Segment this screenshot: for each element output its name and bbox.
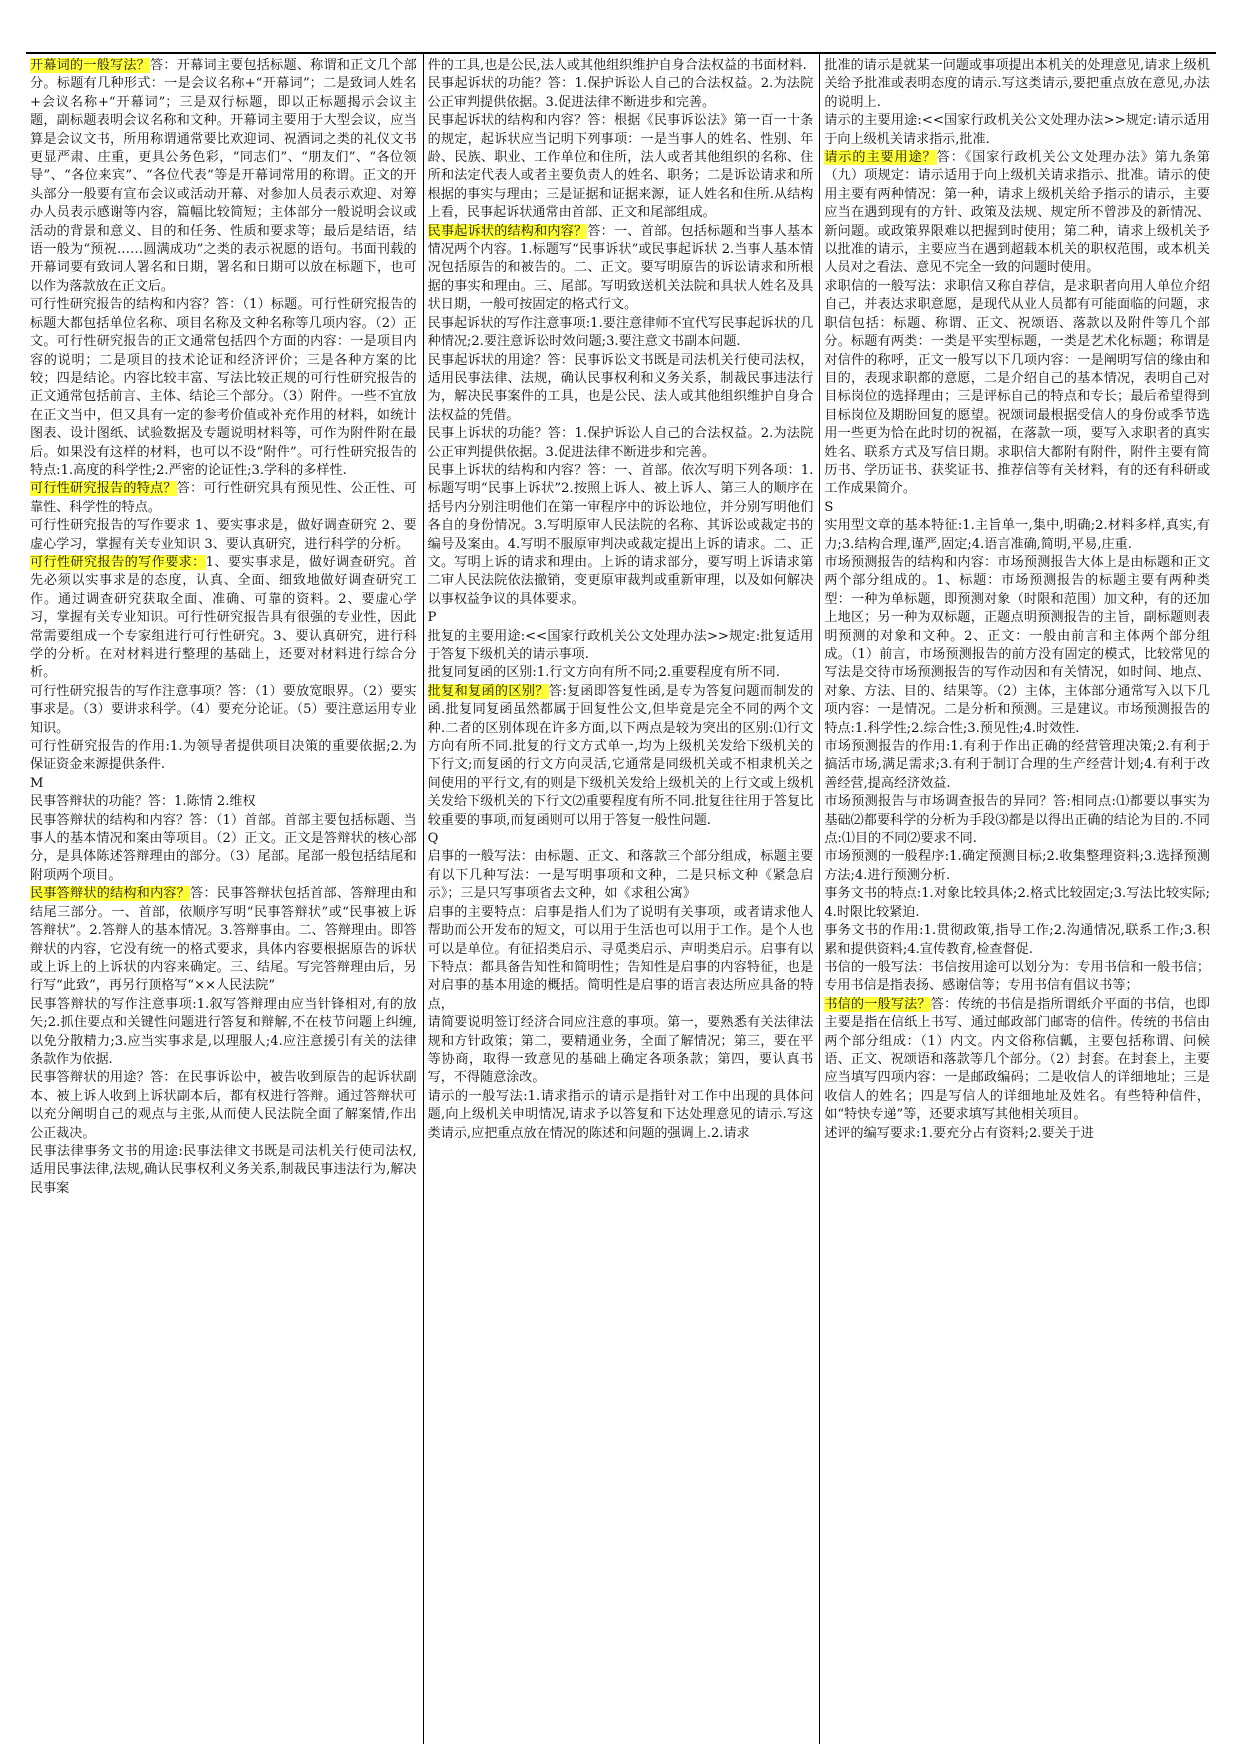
paragraph-text: 事务文书的作用:1.贯彻政策,指导工作;2.沟通情况,联系工作;3.积累和提供资料;4.宣传教育,检查督促. [824,923,1210,957]
paragraph [30,1143,417,1198]
paragraph-text: 事务文书的特点:1.对象比较具体;2.格式比较固定;3.写法比较实际;4.时限比较紧迫. [824,886,1210,920]
highlighted-question: 民事答辩状的结构和内容？ [30,886,191,902]
section-letter: Q [427,831,439,847]
paragraph [824,848,1210,885]
paragraph-text: 民事答辩状的写作注意事项:1.叙写答辩理由应当针锋相对,有的放矢;2.抓住要点和关键性问题进行答复和辩解,不在枝节问题上纠缠,以免分散精力;3.应当实事求是,以理服人;4.应注意援引有关的法律条款作为依据. [30,996,417,1067]
paragraph [30,480,417,517]
paragraph-text: 市场预测的一般程序:1.确定预测目标;2.收集整理资料;3.选择预测方法;4.进行预测分析. [824,849,1210,883]
highlighted-question: 开幕词的一般写法？ [30,58,151,73]
section-letter: M [30,775,44,791]
paragraph-text: 述评的编写要求:1.要充分占有资料;2.要关于进 [824,1125,1094,1141]
paragraph-text: 件的工具,也是公民,法人或其他组织维护自身合法权益的书面材料. [427,58,807,73]
paragraph [428,315,814,352]
paragraph-text: 批复同复函的区别:1.行文方向有所不同;2.重要程度有所不同. [427,665,780,681]
paragraph-text: 启事的一般写法：由标题、正文、和落款三个部分组成，标题主要有以下几种写法：一是写明事项和文种，二是只标文种《紧急启示》；三是只写事项省去文种，如《求租公寓》 [427,849,814,902]
column-3 [819,54,1216,1744]
paragraph [428,664,814,682]
section-letter: P [427,610,437,626]
paragraph-text: 1、要实事求是，做好调查研究。首先必须以实事求是的态度，认真、全面、细致地做好调查研究工作。通过调查研究获取全面、准确、可靠的资料。2、要虚心学习，掌握有关专业知识。可行性研究报告具有很强的专业性，因此常需要组成一个专家组进行可行性研究。3、要认真研究，进行科学的分析。在对材料进行整理的基础上，还要对材料进行综合分析。 [30,554,417,681]
paragraph-text: 民事答辩状的结构和内容？答：（1）首部。首部主要包括标题、当事人的基本情况和案由等项目。（2）正文。正文是答辩状的核心部分，是具体陈述答辩理由的部分。（3）尾部。尾部一般包括结尾和附项两个项目。 [30,812,417,883]
highlighted-question: 批复和复函的区别？ [427,683,549,699]
paragraph-text: 市场预测报告的结构和内容：市场预测报告大体上是由标题和正文两个部分组成的。1、标题：市场预测报告的标题主要有两种类型：一种为单标题，即预测对象（时限和范围）加文种，有的还加上地区；另一种为双标题，正题点明预测报告的主旨，副标题则表明预测的对象和文种。2、正文：一般由前言和主体两个部分组成。（1）前言，市场预测报告的前方没有固定的模式，比较常见的写法是交待市场预测报告的写作动因和有关情况，如时间、地点、对象、方法、目的、结果等。（2）主体，主体部分通常写入以下几项内容：一是情况。二是分析和预测。三是建议。市场预测报告的特点:1.科学性;2.综合性;3.预见性;4.时效性. [824,554,1210,736]
highlighted-question: 民事起诉状的结构和内容？ [427,223,588,239]
highlighted-question: 可行性研究报告的特点？ [30,481,177,497]
paragraph-text: 民事起诉状的用途？答：民事诉讼文书既是司法机关行使司法权，适用民事法律、法规，确认民事权利和义务关系，制裁民事违法行为，解决民事案件的工具，也是公民、法人或其他组织维护自身合法权益的凭借。 [427,352,814,423]
paragraph-text: 民事法律事务文书的用途:民事法律文书既是司法机关行使司法权,适用民事法律,法规,确认民事权利义务关系,制裁民事违法行为,解决民事案 [30,1143,417,1196]
highlighted-question: 可行性研究报告的写作要求： [30,554,206,570]
paragraph [30,885,417,995]
paragraph-text: 答：《国家行政机关公文处理办法》第九条第（九）项规定：请示适用于向上级机关请求指示、批准。请示的使用主要有两种情况：第一种，请求上级机关给予指示的请示，主要应当在遇到现有的方针、政策及法规、规定所不曾涉及的新情况、新问题。或政策界限难以把握到时使用；第二种，请求上级机关予以批准的请示，主要应当在遇到超载本机关的职权范围，或本机关人员对之看法、意见不完全一致的问题时使用。 [824,150,1210,276]
paragraph-text: 市场预测报告与市场调查报告的异同？答:相同点:⑴都要以事实为基础⑵都要科学的分析为手段⑶都是以得出正确的结论为目的.不同点:⑴目的不同⑵要求不同. [824,794,1210,847]
paragraph [824,554,1210,738]
paragraph [428,425,814,462]
paragraph-text: 可行性研究报告的作用:1.为领导者提供项目决策的重要依据;2.为保证资金来源提供条件. [30,739,417,773]
paragraph [824,738,1210,793]
column-1 [26,54,423,1744]
paragraph-text: 市场预测报告的作用:1.有利于作出正确的经营管理决策;2.有利于搞活市场,满足需求;3.有利于制订合理的生产经营计划;4.有利于改善经营,提高经济效益. [824,739,1210,791]
paragraph [30,554,417,683]
paragraph [824,922,1210,959]
section-letter: S [824,499,834,515]
paragraph [30,517,417,554]
paragraph [824,959,1210,996]
column-2 [423,54,820,1744]
paragraph [428,462,814,609]
paragraph [824,996,1210,1125]
paragraph-text: 答：传统的书信是指所谓纸介平面的书信，也即主要是指在信纸上书写、通过邮政部门邮寄的信件。传统的书信由两个部分组成：（1）内文。内文俗称信瓤，主要包括称谓、问候语、正文、祝颂语和落款等几个部分。（2）封套。在封套上，主要应当填写四项内容：一是邮政编码；二是收信人的详细地址；三是收信人的姓名；四是写信人的详细地址及姓名。有些特种信件，如“特快专递”等，还要求填写其他相关项目。 [824,996,1210,1123]
paragraph [428,904,814,1014]
paragraph [30,996,417,1070]
paragraph-text: 可行性研究报告的写作要求 1、要实事求是，做好调查研究 2、要虚心学习，掌握有关专业知识 3、要认真研究，进行科学的分析。 [30,518,417,552]
paragraph [824,793,1210,848]
paragraph [428,223,814,315]
paragraph [824,57,1210,112]
paragraph [824,885,1210,922]
paragraph-text: 批准的请示是就某一问题或事项提出本机关的处理意见,请求上级机关给予批准或表明态度的请示.写这类请示,要把重点放在意见,办法的说明上. [824,58,1210,110]
paragraph-text: 答：开幕词主要包括标题、称谓和正文几个部分。标题有几种形式：一是会议名称+“开幕词”；二是致词人姓名+会议名称+“开幕词”；三是双行标题，即以正标题揭示会议主题，副标题表明会议名称和文种。开幕词主要用于大型会议，应当算是会议文书，所用称谓通常要比欢迎词、祝酒词之类的礼仪文书更显严肃、庄重，更具公务色彩，“同志们”、“朋友们”、“各位领导”、“各位来宾”、“各位代表”等是开幕词常用的称谓。正文的开头部分一般要有宣布会议或活动开幕、对参加人员表示欢迎、对筹办人员表示感谢等内容，篇幅比较简短；主体部分一般说明会议或活动的背景和意义、目的和任务、性质和要求等；最后是结语，结语一般为“预祝……圆满成功”之类的表示祝愿的语句。书面刊载的开幕词要有致词人署名和日期，署名和日期可以放在标题下，也可以作为落款放在正文后。 [30,58,417,294]
document-page [26,52,1216,1744]
paragraph-text: 民事上诉状的功能？答：1.保护诉讼人自己的合法权益。2.为法院公正审判提供依据。3.促进法律不断进步和完善。 [427,426,814,460]
paragraph-text: 民事答辩状的用途？答：在民事诉讼中，被告收到原告的起诉状副本、被上诉人收到上诉状副本后，都有权进行答辩。通过答辩状可以充分阐明自己的观点与主张,从而使人民法院全面了解案情,作出公正裁决。 [30,1070,417,1141]
paragraph-text: 可行性研究报告的写作注意事项？答：（1）要放宽眼界。（2）要实事求是。（3）要讲求科学。（4）要充分论证。（5）要注意运用专业知识。 [30,683,417,736]
paragraph-text: 民事上诉状的结构和内容？答：一、首部。依次写明下列各项：1.标题写明“民事上诉状”2.按照上诉人、被上诉人、第三人的顺序在括号内分别注明他们在第一审程序中的诉讼地位，并分别写明他们各自的身份情况。3.写明原审人民法院的名称、其诉讼或裁定书的编号及案由。4.写明不服原审判决或裁定提出上诉的请求。二、正文。写明上诉的请求和理由。上诉的请求部分，要写明上诉请求第二审人民法院依法撤销，变更原审裁判或重新审理，以及如何解决以事权益争议的具体要求。 [427,462,814,607]
paragraph [428,75,814,112]
paragraph-text: 民事起诉状的结构和内容？答：根据《民事诉讼法》第一百一十条的规定，起诉状应当记明下列事项：一是当事人的姓名、性别、年龄、民族、职业、工作单位和住所，法人或者其他组织的名称、住所和法定代表人或者主要负责人的姓名、职务；二是诉讼请求和所根据的事实与理由；三是证据和证据来源，证人姓名和住所.从结构上看，民事起诉状通常由首部、正文和尾部组成。 [427,113,814,221]
paragraph-text: 书信的一般写法：书信按用途可以划分为：专用书信和一般书信；专用书信是指表扬、感谢信等；专用书信有倡议书等； [824,959,1210,994]
paragraph [824,517,1210,554]
paragraph-text: 批复的主要用途:<<国家行政机关公文处理办法>>规定:批复适用于答复下级机关的请示事项. [427,628,814,662]
paragraph-text: 民事起诉状的写作注意事项:1.要注意律师不宜代写民事起诉状的几种情况;2.要注意诉讼时效问题;3.要注意文书副本问题. [427,315,814,350]
paragraph [428,1014,814,1088]
paragraph [30,738,417,775]
paragraph [428,1088,814,1143]
paragraph-text: 答：民事答辩状包括首部、答辩理由和结尾三部分。一、首部，依顺序写明“民事答辩状”或“民事被上诉答辩状”。2.答辩人的基本情况。3.答辩事由。二、答辩理由。即答辩状的内容，它没有统一的格式要求，具体内容要根据原告的诉状或上诉上的上诉状的内容来确定。三、结尾。写完答辩理由后，另行写“此致”，再另行顶格写“××人民法院” [30,886,417,994]
paragraph [428,683,814,830]
paragraph [428,848,814,903]
paragraph-text: 请简要说明签订经济合同应注意的事项。第一，要熟悉有关法律法规和方针政策；第二，要精通业务，全面了解情况；第三，要在平等协商，取得一致意见的基础上确定各项条款；第四，要认真书写，不得随意涂改。 [427,1015,814,1086]
paragraph [30,57,417,296]
paragraph [428,352,814,426]
paragraph-text: 答:复函即答复性函,是专为答复问题而制发的函.批复同复函虽然都属于回复性公文,但毕竟是完全不同的两个文种.二者的区别体现在许多方面,以下两点是较为突出的区别:⑴行文方向有所不同.批复的行文方式单一,均为上级机关发给下级机关的下行文;而复函的行文方向灵活,它通常是同级机关或不相隶机关之间使用的平行文,有的则是下级机关发给上级机关的上行文或上级机关发给下级机关的下行文⑵重要程度有所不同.批复往往用于答复比较重要的事项,而复函则可以用于答复一般性问题. [427,683,814,828]
paragraph-text: 民事起诉状的功能？答：1.保护诉讼人自己的合法权益。2.为法院公正审判提供依据。3.促进法律不断进步和完善。 [427,76,814,110]
paragraph-text: 实用型文章的基本特征:1.主旨单一,集中,明确;2.材料多样,真实,有力;3.结构合理,谨严,固定;4.语言准确,简明,平易,庄重. [824,518,1210,552]
paragraph [428,57,814,75]
paragraph [428,112,814,222]
paragraph [30,793,417,811]
paragraph [824,149,1210,278]
paragraph-text: 请示的一般写法:1.请求指示的请示是指针对工作中出现的具体问题,向上级机关申明情况,请求予以答复和下达处理意见的请示.写这类请示,应把重点放在情况的陈述和问题的强调上.2.请求 [427,1088,814,1141]
paragraph-text: 答：一、首部。包括标题和当事人基本情况两个内容。1.标题写“民事诉状”或民事起诉状 2.当事人基本情况包括原告的和被告的。二、正文。要写明原告的诉讼请求和所根据的事实和理由。三、尾部。写明致送机关法院和具状人姓名及具状日期，一般可按固定的格式行文。 [427,223,814,313]
paragraph [30,812,417,886]
paragraph-text: 求职信的一般写法：求职信又称自荐信，是求职者向用人单位介绍自己，并表达求职意愿，是现代从业人员都有可能面临的问题，求职信包括：标题、称谓、正文、祝颂语、落款以及附件等几个部分。标题有两类：一类是平实型标题，一类是艺术化标题；称谓是对信件的称呼，正文一般写以下几项内容：一是阐明写信的缘由和目的，表现求职都的意愿，二是介绍自己的基本情况，表明自己对目标岗位的选择理由；三是评标自己的特点和专长；最后希望得到目标岗位及期盼回复的愿望。祝颂词最根据受信人的身份或季节选用一些更为恰在此时切的祝福，在落款一项，要写入求职者的真实姓名、联系方式及写信日期。求职信大都附有附件，附件主要有简历书、学历证书、获奖证书、推荐信等有关材料，有的还有科研或工作成果简介。 [824,278,1210,497]
paragraph-text: 民事答辩状的功能？答：1.陈情 2.维权 [30,794,256,810]
paragraph [30,1069,417,1143]
paragraph-text: 可行性研究报告的结构和内容？答：（1）标题。可行性研究报告的标题大都包括单位名称、项目名称及文种名称等几项内容。（2）正文。可行性研究报告的正文通常包括四个方面的内容：一是项目内容的说明；二是项目的技术论证和经济评价；三是各种方案的比较；四是结论。内容比较丰富、写法比较正规的可行性研究报告的正文通常包括前言、主体、结论三个部分。（3）附件。一些不宜放在正文当中，但又具有一定的参考价值或补充作用的材料，如统计图表、设计图纸、试验数据及专题说明材料等，可作为附件附在最后。如果没有这样的材料，也可以不设“附件”。可行性研究报告的特点:1.高度的科学性;2.严密的论证性;3.学科的多样性. [30,297,417,478]
highlighted-question: 书信的一般写法？ [824,996,931,1012]
paragraph [30,296,417,480]
paragraph-text: 请示的主要用途:<<国家行政机关公文处理办法>>规定:请示适用于向上级机关请求指示,批准. [824,113,1210,147]
paragraph-text: 启事的主要特点：启事是指人们为了说明有关事项，或者请求他人帮助而公开发布的短文，可以用于生活也可以用于工作。是个人也可以是单位。有征招类启示、寻觅类启示、声明类启示。启事有以下特点：都具备告知性和简明性；告知性是启事的内容特征，也是对启事的基本用途的概括。简明性是启事的语言表达所应具备的特点， [427,904,814,1012]
paragraph [824,278,1210,499]
paragraph [824,112,1210,149]
paragraph [30,683,417,738]
paragraph-text: 答：可行性研究具有预见性、公正性、可靠性、科学性的特点。 [30,481,417,515]
paragraph [428,628,814,665]
paragraph [824,1125,1210,1143]
highlighted-question: 请示的主要用途？ [824,150,937,166]
